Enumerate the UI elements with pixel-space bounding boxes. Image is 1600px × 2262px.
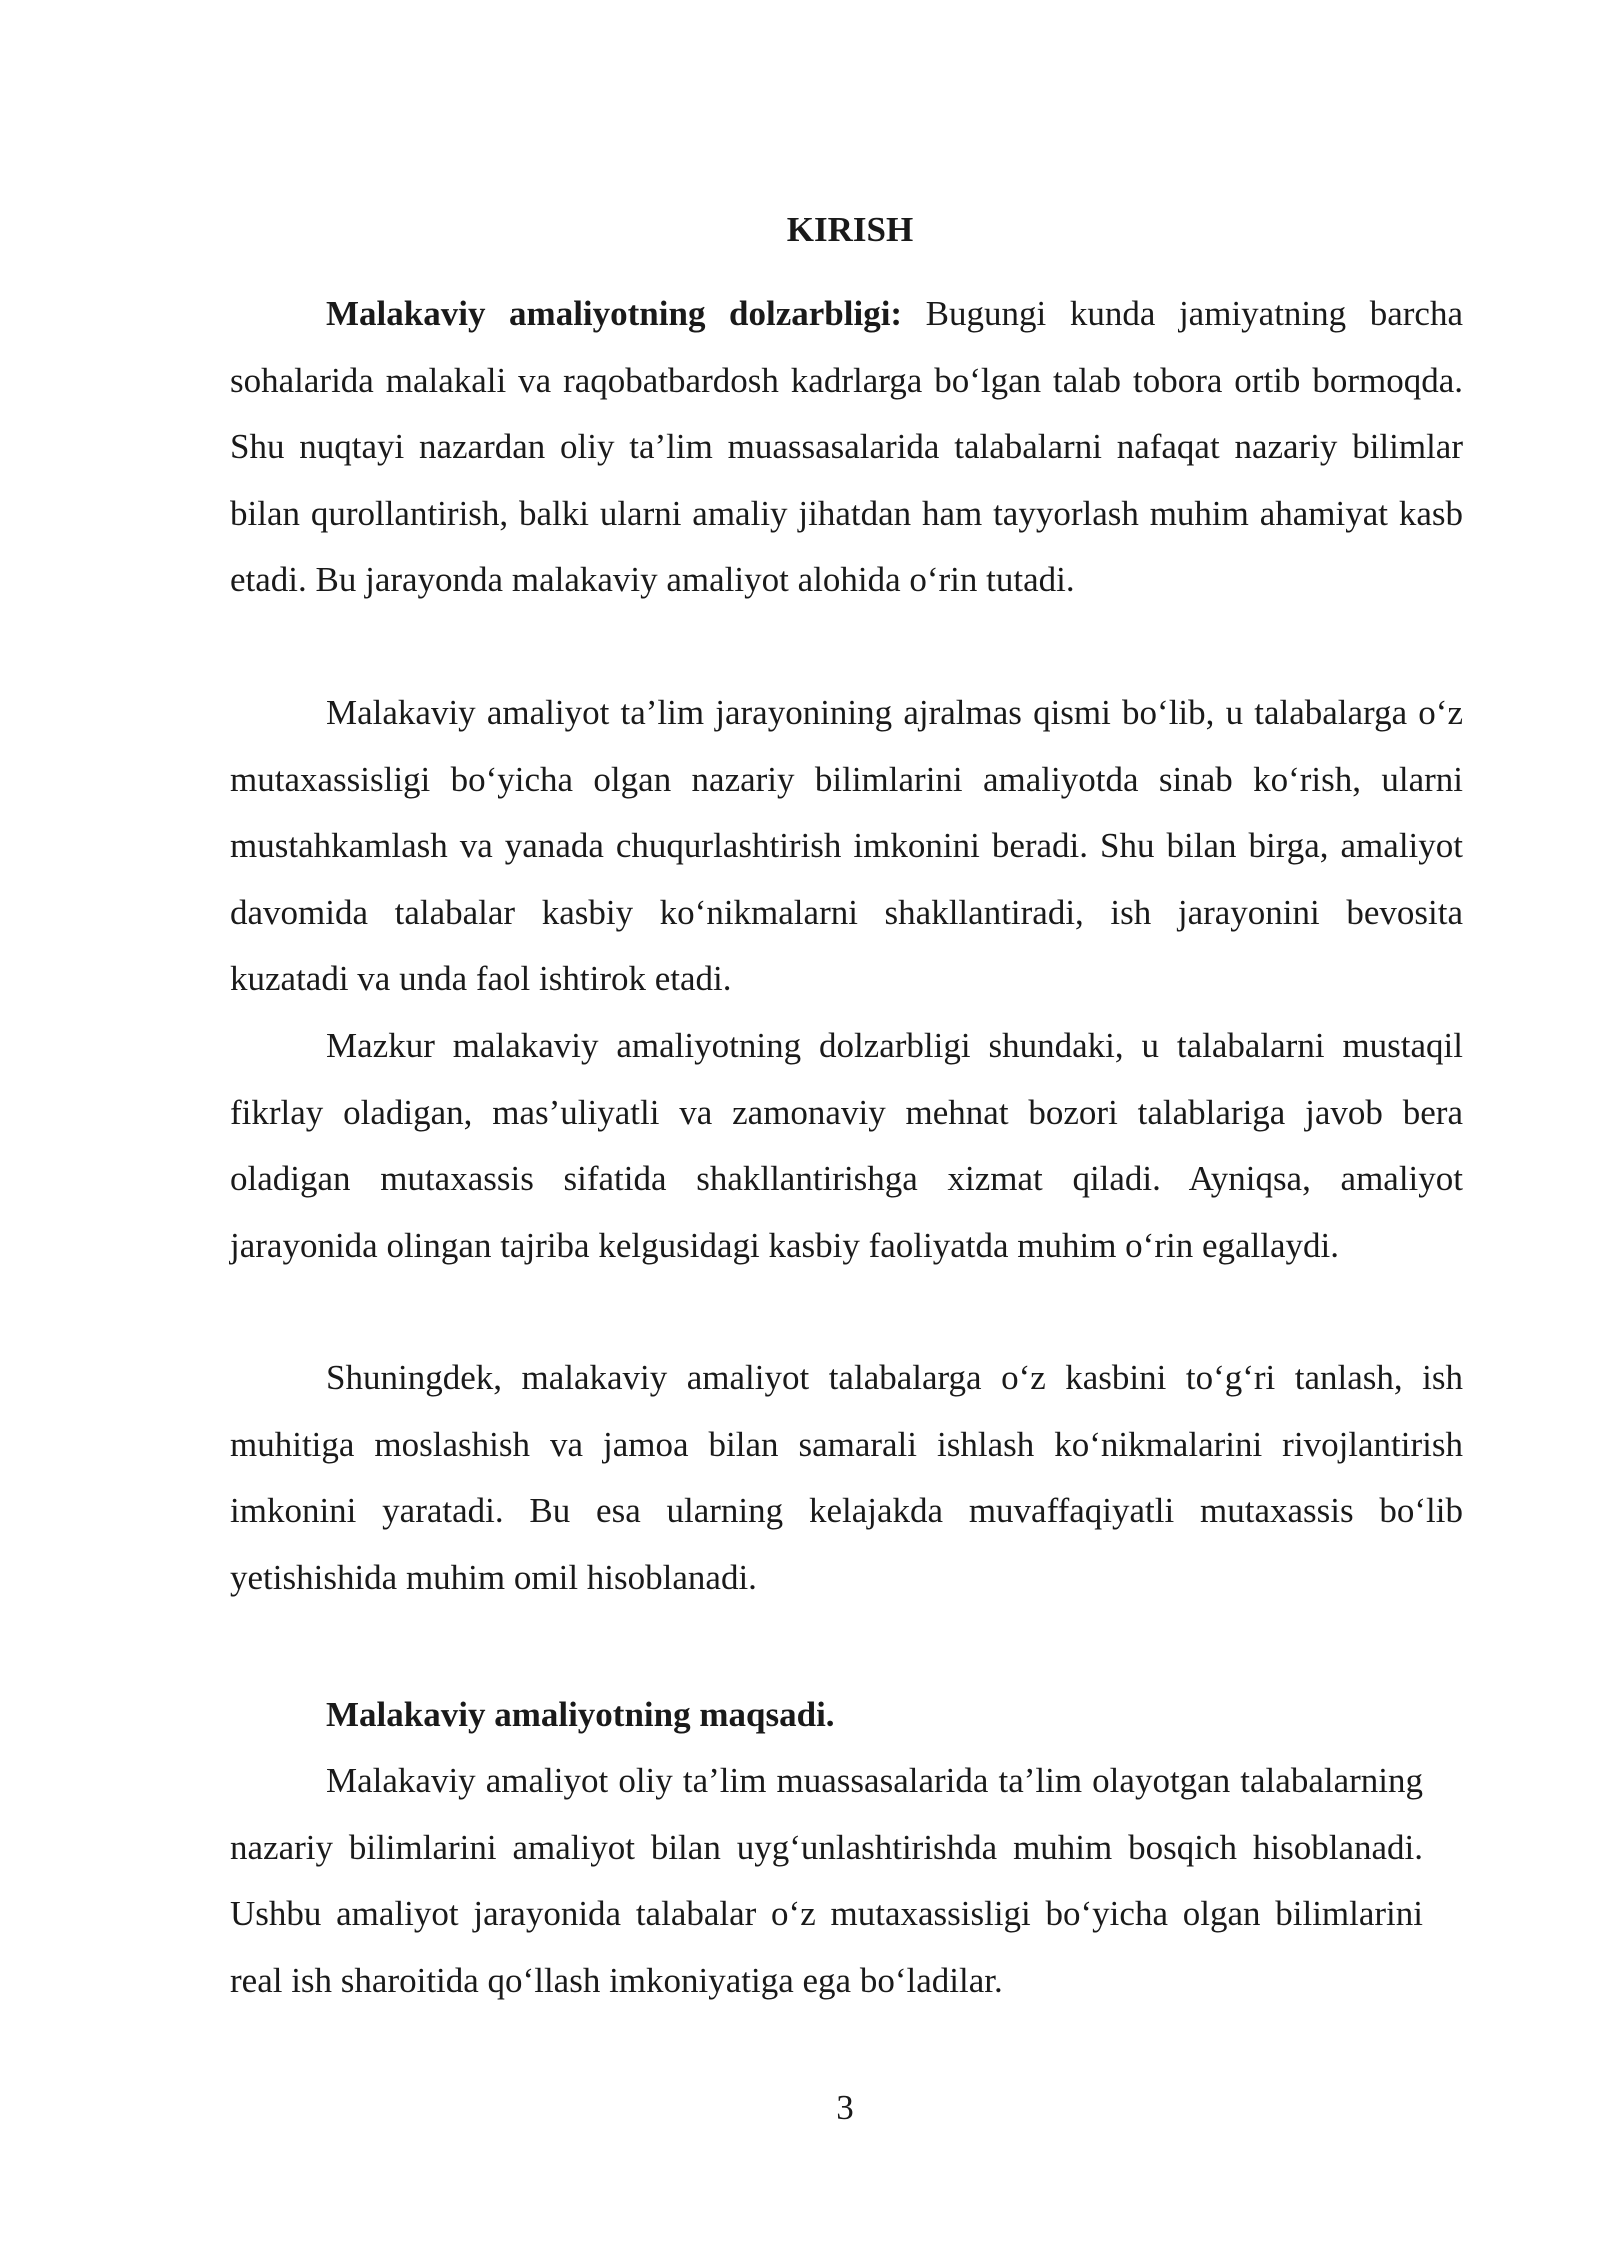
paragraph-3: Mazkur malakaviy amaliyotning dolzarbligi shundaki, u talabalarni mustaqil fikrlay oladigan, mas’uliyatli va zamonaviy mehnat bozori talablariga javob bera oladigan mutaxassis sifatida shakllantirishga xizmat qiladi. Ayniqsa, amaliyot jarayonida olingan tajriba kelgusidagi kasbiy faoliyatda muhim o‘rin egallaydi.: [230, 1026, 1463, 1265]
relevance-text: Bugungi kunda jamiyatning barcha sohalarida malakali va raqobatbardosh kadrlarga bo‘lgan talab tobora ortib bormoqda. Shu nuqtayi nazardan oliy ta’lim muassasalarida talabalarni nafaqat nazariy bilimlar bilan qurollantirish, balki ularni amaliy jihatdan ham tayyorlash muhim ahamiyat kasb etadi. Bu jarayonda malakaviy amaliyot alohida o‘rin tutadi.: [230, 294, 1463, 600]
goal-paragraph: Malakaviy amaliyot oliy ta’lim muassasalarida ta’lim olayotgan talabalarning nazariy bilimlarini amaliyot bilan uyg‘unlashtirishda muhim bosqich hisoblanadi. Ushbu amaliyot jarayonida talabalar o‘z mutaxassisligi bo‘yicha olgan bilimlarini real ish sharoitida qo‘llash imkoniyatiga ega bo‘ladilar.: [230, 1761, 1423, 2000]
relevance-lead: Malakaviy amaliyotning dolzarbligi:: [326, 294, 903, 333]
goal-heading: Malakaviy amaliyotning maqsadi.: [326, 1695, 835, 1734]
page-title: KIRISH: [786, 210, 914, 249]
paragraph-2: Malakaviy amaliyot ta’lim jarayonining ajralmas qismi bo‘lib, u talabalarga o‘z mutaxassisligi bo‘yicha olgan nazariy bilimlarini amaliyotda sinab ko‘rish, ularni mustahkamlash va yanada chuqurlashtirish imkonini beradi. Shu bilan birga, amaliyot davomida talabalar kasbiy ko‘nikmalarni shakllantiradi, ish jarayonini bevosita kuzatadi va unda faol ishtirok etadi.: [230, 693, 1463, 999]
relevance-paragraph: [230, 281, 1463, 614]
paragraph-4: Shuningdek, malakaviy amaliyot talabalarga o‘z kasbini to‘g‘ri tanlash, ish muhitiga moslashish va jamoa bilan samarali ishlash ko‘nikmalarini rivojlantirish imkonini yaratadi. Bu esa ularning kelajakda muvaffaqiyatli mutaxassis bo‘lib yetishishida muhim omil hisoblanadi.: [230, 1358, 1463, 1597]
page-number: 3: [836, 2088, 854, 2127]
